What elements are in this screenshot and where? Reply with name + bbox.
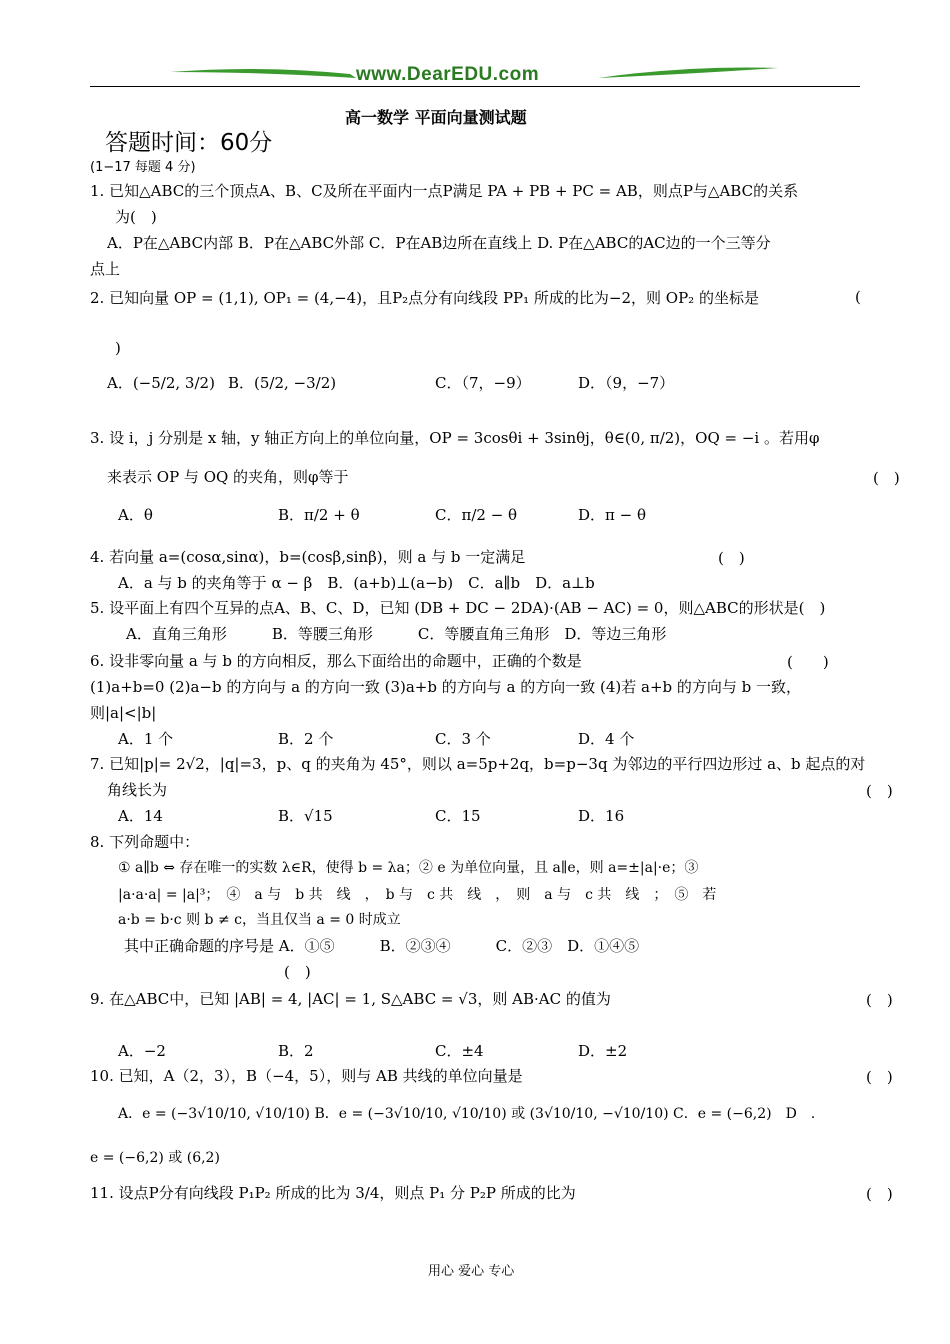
q6-option-c: C．3 个: [435, 730, 491, 748]
q3-paren: ( ): [873, 469, 900, 487]
q2-stem: 2. 已知向量 OP = (1,1), OP₁ = (4,−4)，且P₂点分有向线段 PP₁ 所成的比为−2，则 OP₂ 的坐标是: [90, 289, 759, 307]
q10-paren: ( ): [866, 1068, 893, 1086]
q11-paren: ( ): [866, 1185, 893, 1203]
q5-stem: 5. 设平面上有四个互异的点A、B、C、D，已知 (DB + DC − 2DA)·(AB − AC) = 0，则△ABC的形状是( ): [90, 599, 826, 617]
q10-stem: 10. 已知，A（2，3），B（−4，5），则与 AB 共线的单位向量是: [90, 1067, 523, 1085]
q7-stem: 7. 已知|p|= 2√2，|q|=3，p、q 的夹角为 45°，则以 a=5p+2q，b=p−3q 为邻边的平行四边形过 a、b 起点的对: [90, 755, 866, 773]
q9-option-d: D．±2: [578, 1042, 628, 1060]
q3-stem: 3. 设 i，j 分别是 x 轴，y 轴正方向上的单位向量，OP = 3cosθi + 3sinθj，θ∈(0, π/2)，OQ = −i 。若用φ: [90, 429, 820, 447]
q7-option-d: D．16: [578, 807, 625, 825]
q7-stem2: 角线长为: [107, 781, 168, 799]
q9-paren: ( ): [866, 991, 893, 1009]
q6-option-a: A．1 个: [118, 730, 174, 748]
q4-paren: ( ): [718, 549, 745, 567]
q6-paren: ( ): [787, 653, 829, 671]
q9-option-b: B．2: [278, 1042, 314, 1060]
q1-options: A．P在△ABC内部 B．P在△ABC外部 C．P在AB边所在直线上 D. P在△ABC的AC边的一个三等分: [107, 234, 771, 252]
q7-paren: ( ): [866, 782, 893, 800]
q3-option-c: C．π/2 − θ: [435, 506, 518, 524]
q3-option-b: B．π/2 + θ: [278, 506, 360, 524]
q9-option-a: A．−2: [118, 1042, 166, 1060]
q1-stem: 1. 已知△ABC的三个顶点A、B、C及所在平面内一点P满足 PA + PB + PC = AB，则点P与△ABC的关系: [90, 182, 799, 200]
header-rule: [90, 86, 860, 87]
q2-option-b: B．(5/2, −3/2): [228, 374, 337, 392]
q5-options: A．直角三角形 B．等腰三角形 C．等腰直角三角形 D．等边三角形: [126, 625, 667, 643]
q3-stem2: 来表示 OP 与 OQ 的夹角，则φ等于: [107, 468, 349, 486]
q3-option-a: A．θ: [118, 506, 153, 524]
q8-line4: 其中正确命题的序号是 A．①⑤ B．②③④ C．②③ D．①④⑤: [124, 937, 640, 955]
q2-paren-close: ): [115, 339, 121, 357]
page-footer: 用心 爱心 专心: [428, 1264, 515, 1279]
q10-options2: e = (−6,2) 或 (6,2): [90, 1150, 220, 1166]
q9-stem: 9. 在△ABC中，已知 |AB| = 4, |AC| = 1, S△ABC = √3，则 AB·AC 的值为: [90, 990, 611, 1008]
q4-options: A．a 与 b 的夹角等于 α − β B．(a+b)⊥(a−b) C．a∥b D．a⊥b: [118, 574, 595, 592]
logo-text[interactable]: www.DearEDU.com: [356, 64, 540, 85]
q2-option-a: A．(−5/2, 3/2): [107, 374, 215, 392]
q6-line2: (1)a+b=0 (2)a−b 的方向与 a 的方向一致 (3)a+b 的方向与 a 的方向一致 (4)若 a+b 的方向与 b 一致，: [90, 678, 802, 696]
q10-options: A．e = (−3√10/10, √10/10) B．e = (−3√10/10, √10/10) 或 (3√10/10, −√10/10) C．e = (−6,2) D .: [118, 1106, 816, 1122]
q2-option-c: C．（7，−9）: [435, 374, 531, 392]
q8-line3: a·b = b·c 则 b ≠ c，当且仅当 a = 0 时成立: [118, 912, 401, 928]
q2-paren-open: (: [855, 288, 861, 306]
q7-option-c: C．15: [435, 807, 481, 825]
score-note: (1−17 每题 4 分): [90, 160, 196, 175]
q1-options2: 点上: [90, 260, 121, 278]
q6-option-d: D．4 个: [578, 730, 635, 748]
q2-option-d: D．（9，−7）: [578, 374, 675, 392]
q8-line2: |a·a·a| = |a|³； ④ a 与 b 共 线 ， b 与 c 共 线 ， 则 a 与 c 共 线 ； ⑤ 若: [118, 887, 717, 903]
q8-stem: 8. 下列命题中：: [90, 833, 200, 851]
q8-line1: ① a∥b ⇔ 存在唯一的实数 λ∈R，使得 b = λa；② e 为单位向量，且 a∥e，则 a=±|a|·e；③: [118, 860, 699, 876]
q7-option-b: B．√15: [278, 807, 333, 825]
q4-stem: 4. 若向量 a=(cosα,sinα)，b=(cosβ,sinβ)，则 a 与 b 一定满足: [90, 548, 526, 566]
q7-option-a: A．14: [118, 807, 163, 825]
q6-option-b: B．2 个: [278, 730, 334, 748]
q1-stem2: 为( ): [115, 208, 157, 226]
q8-paren: ( ): [284, 963, 311, 981]
q6-line3: 则|a|<|b|: [90, 704, 157, 722]
q3-option-d: D．π − θ: [578, 506, 647, 524]
q9-option-c: C．±4: [435, 1042, 484, 1060]
page-title: 高一数学 平面向量测试题: [345, 108, 527, 127]
q6-stem: 6. 设非零向量 a 与 b 的方向相反，那么下面给出的命题中，正确的个数是: [90, 652, 582, 670]
q11-stem: 11. 设点P分有向线段 P₁P₂ 所成的比为 3/4，则点 P₁ 分 P₂P 所成的比为: [90, 1184, 576, 1202]
time-label: 答题时间：60分: [105, 130, 273, 156]
